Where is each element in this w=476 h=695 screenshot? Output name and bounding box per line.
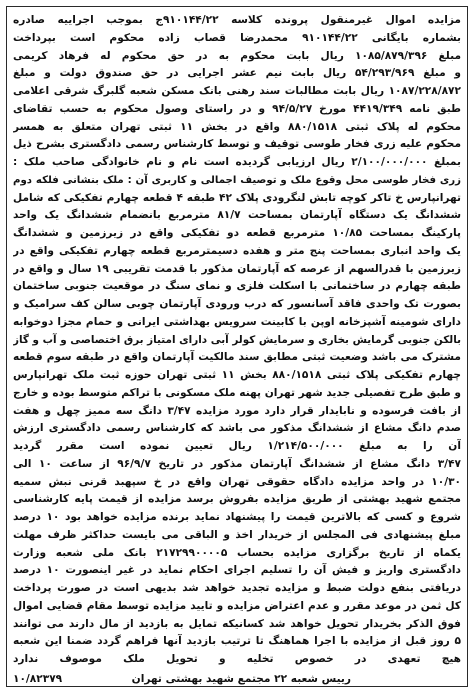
signer-title: رییس شعبه ۲۲ مجتمع شهید بهشتی تهران bbox=[131, 672, 351, 685]
reference-number: ۱۰/۸۲۳۷۹ bbox=[13, 672, 63, 685]
notice-line: پارکینگ بمساحت ۱۰/۸۵ مترمربع قطعه دو تفکیکی واقع در زیرزمین و ششدانگ bbox=[13, 227, 461, 239]
notice-line: بمبلغ ۲/۱۰۰/۰۰۰/۰۰۰ ریال ارزیابی گردیده است نام و نام خانوادگی صاحب ملک : bbox=[13, 156, 461, 168]
notice-body bbox=[13, 12, 461, 669]
notice-line: بشماره بایگانی ۹۱۰۱۴۴/۲۲ محمدرضا قصاب زاده محکوم است بپرداخت bbox=[13, 31, 461, 44]
notice-line: مزایده اموال غیرمنقول پرونده کلاسه ۹۱۰۱۴۴/۲۲ج بموجب اجراییه صادره bbox=[13, 14, 461, 26]
notice-line: دادگستری واریز و فیش آن را تسلیم اجرای احکام نماید در غیر اینصورت ۱۰ درصد bbox=[13, 564, 461, 577]
notice-line: ۱۰/۳۰ در واحد مزایده دادگاه حقوقی تهران واقع در خ سپهبد قرنی نبش سمیه bbox=[13, 475, 461, 488]
notice-line: فوق الذکر بخریدار تحویل خواهد شد کسانیکه تمایل به بازدید از مال دارند می توانند bbox=[13, 617, 461, 630]
notice-line: محکوم علیه زری فخار طوسی توقیف و توسط کارشناس رسمی دادگستری بشرح ذیل bbox=[13, 138, 461, 151]
notice-line: یکماه از تاریخ برگزاری مزایده بحساب ۲۱۷۲۹۹۰۰۰۰۵ بانک ملی شعبه وزارت bbox=[13, 546, 461, 559]
notice-line: ششدانگ یک دستگاه آپارتمان بمساحت ۸۱/۷ مترمربع بانضمام ششدانگ یک واحد bbox=[13, 209, 461, 222]
notice-line: شروع و کسی که بالاترین قیمت را پیشنهاد نماید برنده مزایده خواهد بود ۱۰ درصد bbox=[13, 511, 461, 523]
notice-line: مبلغ پیشنهادی فی المجلس از خریدار اخذ و الباقی می بایست حداکثر ظرف مهلت bbox=[13, 528, 461, 541]
notice-line: چهارم تفکیکی پلاک ثبتی ۸۸۰/۱۵۱۸ بخش ۱۱ ثبتی تهران حوزه ثبت ملک تهرانپارس bbox=[13, 369, 461, 381]
notice-line: ۱۰۸۷/۲۲۸/۸۷۲ ریال بابت مطالبات سند رهنی بانک مسکن شعبه گلبرگ شرقی اعلامی bbox=[13, 85, 461, 97]
signature-row bbox=[13, 670, 461, 688]
notice-line: مبلغ ۱۰۸۵/۸۷۹/۳۹۶ ریال بابت محکوم به در حق محکوم له فرهاد کریمی bbox=[13, 49, 461, 62]
notice-line: یک واحد انباری بمساحت پنج متر و هفده دسیمترمربع قطعه چهارم تفکیکی واقع در bbox=[13, 244, 461, 257]
notice-line: ۳/۴۷ دانگ مشاع از ششدانگ آپارتمان مذکور در تاریخ ۹۶/۹/۷ از ساعت ۱۰ الی bbox=[13, 457, 461, 470]
notice-line: از بافت فرسوده و نابایدار قرار دارد مورد مزایده ۳/۴۷ دانگ سه ممیز چهل و هفت bbox=[13, 404, 461, 417]
notice-line: زیرزمین با قدرالسهم از عرصه که آپارتمان مذکور با قدمت تقریبی ۱۹ سال و واقع در bbox=[13, 262, 461, 275]
notice-line: طبقه چهارم در ساختمانی با اسکلت فلزی و نمای سنگ در موقعیت جنوبی ساختمان bbox=[13, 280, 461, 293]
notice-line: تهرانپارس خ تاکر کوچه تابش لنگرودی پلاک ۴۲ طبقه ۴ قطعه چهارم تفکیکی که شامل bbox=[13, 191, 461, 204]
notice-line: مجتمع شهید بهشتی از طریق مزایده بفروش برسد مزایده از قیمت پایه کارشناسی bbox=[13, 493, 461, 506]
notice-line: بصورت تک واحدی فاقد آسانسور که درب ورودی آپارتمان چوبی سالن کف سرامیک و bbox=[13, 298, 461, 310]
notice-line: کل ثمن در موعد مقرر و عدم اعتراض مزایده و تایید مزایده توسط مقام قضایی اموال bbox=[13, 599, 461, 612]
auction-notice bbox=[6, 6, 468, 687]
notice-line: زری فخار طوسی محل وقوع ملک و توصیف اجمالی و کاربری آن : ملک بنشانی فلکه دوم bbox=[13, 174, 461, 186]
notice-line: بالکن جنوبی گرمایش بخاری و سرمایش کولر آبی دارای امتیاز برق اختصاصی و آب و گاز bbox=[13, 333, 461, 346]
notice-line: طبق نامه ۴۴۱۹/۳۴۹ مورخ ۹۴/۵/۲۷ و در راستای وصول محکوم به حسب تقاضای bbox=[13, 102, 461, 115]
notice-line: ۵ روز قبل از مزایده با اجرا هماهنگ تا ترتیب بازدید آنها فراهم گردد ضمنا این شعبه bbox=[13, 635, 461, 648]
notice-line: و مبلغ ۵۴/۲۹۳/۹۶۹ ریال بابت نیم عشر اجرایی در حق صندوق دولت و مبلغ bbox=[13, 67, 461, 80]
notice-line: مشترک می باشد وضعیت ثبتی مطابق سند مالکیت آپارتمان واقع در طبقه سوم قطعه bbox=[13, 351, 461, 364]
notice-line: و طبق طرح تفصیلی جدید شهر تهران پهنه ملک مسکونی با تراکم متوسط بوده و خارج bbox=[13, 386, 461, 399]
notice-line: آن را به مبلغ ۱/۲۱۴/۵۰۰/۰۰۰ ریال تعیین نموده است مقرر گردید bbox=[13, 440, 461, 452]
notice-line: محکوم له پلاک ثبتی ۸۸۰/۱۵۱۸ واقع در بخش ۱۱ ثبتی تهران متعلق به همسر bbox=[13, 120, 461, 133]
notice-line: هیچ تعهدی در خصوص تخلیه و تحویل ملک موصوف ندارد bbox=[13, 653, 461, 665]
notice-line: دارای شومینه آشپزخانه اوپن با کابینت سرویس بهداشتی ایرانی و حمام مجزا دوخوابه bbox=[13, 315, 461, 328]
notice-line: صدم دانگ مشاع از ششدانگ مذکور می باشد که کارشناس رسمی دادگستری ارزش bbox=[13, 422, 461, 435]
notice-line: دریافتی بنفع دولت ضبط و مزایده تجدید خواهد شد بدیهی است در صورت پرداخت bbox=[13, 582, 461, 594]
